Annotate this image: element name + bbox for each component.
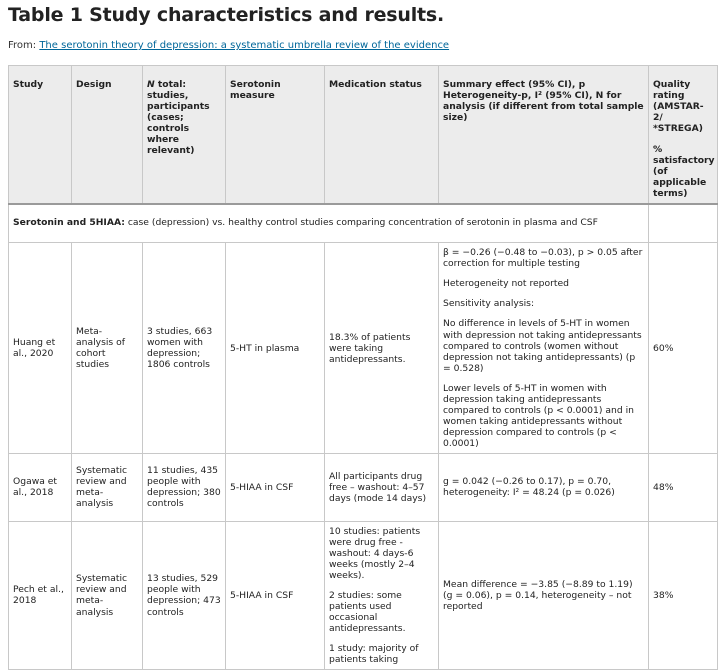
section-heading-bold: Serotonin and 5HIAA: bbox=[13, 217, 125, 229]
cell-summary-effect: Mean difference = −3.85 (−8.89 to 1.19) (g = 0.06), p = 0.14, heterogeneity – not reported bbox=[439, 521, 649, 669]
header-medication-status: Medication status bbox=[325, 66, 439, 205]
cell-serotonin-measure: 5-HIAA in CSF bbox=[226, 521, 325, 669]
cell-medication-status bbox=[325, 521, 439, 669]
section-empty-cell bbox=[649, 204, 718, 243]
summary-paragraph: β = −0.26 (−0.48 to −0.03), p > 0.05 after correction for multiple testing bbox=[443, 247, 643, 270]
cell-medication-status bbox=[325, 453, 439, 521]
summary-paragraph: No difference in levels of 5-HT in women with depression not taking antidepressants compared to controls (women without depression not taking antidepressants) (p = 0.528) bbox=[443, 318, 642, 374]
medication-paragraph: 2 studies: some patients used occasional antidepressants. bbox=[329, 589, 406, 635]
cell-study: Huang et al., 2020 bbox=[9, 243, 72, 453]
header-n-total-italic: N bbox=[147, 79, 155, 90]
header-study: Study bbox=[9, 66, 72, 205]
cell-summary-effect bbox=[439, 243, 649, 453]
header-serotonin-measure: Serotonin measure bbox=[226, 66, 325, 205]
medication-paragraph: 10 studies: patients were drug free - washout: 4 days-6 weeks (mostly 2–4 weeks). bbox=[329, 525, 421, 581]
cell-medication-status: 18.3% of patients were taking antidepressants. bbox=[325, 243, 439, 453]
study-table bbox=[8, 65, 718, 670]
cell-study: Ogawa et al., 2018 bbox=[9, 453, 72, 521]
from-prefix: From: bbox=[8, 40, 40, 51]
header-design: Design bbox=[72, 66, 143, 205]
header-n-total bbox=[143, 66, 226, 205]
summary-paragraph: Lower levels of 5-HT in women with depression taking antidepressants compared to controls (p < 0.0001) and in women taking antidepressants without depression compared to controls (p < 0.0001) bbox=[443, 382, 634, 449]
cell-study: Pech et al., 2018 bbox=[9, 521, 72, 669]
header-quality-rating bbox=[649, 66, 718, 205]
cell-quality: 60% bbox=[649, 243, 718, 453]
section-row bbox=[9, 204, 718, 243]
medication-paragraph: 1 study: majority of patients taking bbox=[329, 643, 419, 666]
table-row bbox=[9, 243, 718, 453]
cell-design: Systematic review and meta-analysis bbox=[72, 521, 143, 669]
cell-serotonin-measure: 5-HT in plasma bbox=[226, 243, 325, 453]
cell-design: Meta-analysis of cohort studies bbox=[72, 243, 143, 453]
source-article-link[interactable]: The serotonin theory of depression: a systematic umbrella review of the evidence bbox=[39, 40, 450, 51]
cell-n-total: 3 studies, 663 women with depression; 1806 controls bbox=[143, 243, 226, 453]
summary-paragraph: Heterogeneity not reported bbox=[443, 278, 569, 290]
table-row bbox=[9, 521, 718, 669]
cell-n-total: 13 studies, 529 people with depression; 473 controls bbox=[143, 521, 226, 669]
header-quality-line-2: % satisfactory (of applicable terms) bbox=[653, 144, 715, 200]
summary-paragraph: Sensitivity analysis: bbox=[443, 298, 535, 310]
header-row bbox=[9, 66, 718, 205]
cell-quality: 48% bbox=[649, 453, 718, 521]
cell-quality: 38% bbox=[649, 521, 718, 669]
table-row bbox=[9, 453, 718, 521]
section-heading-text: case (depression) vs. healthy control studies comparing concentration of serotonin in plasma and CSF bbox=[124, 217, 598, 229]
source-line bbox=[8, 40, 449, 51]
cell-serotonin-measure: 5-HIAA in CSF bbox=[226, 453, 325, 521]
cell-design: Systematic review and meta-analysis bbox=[72, 453, 143, 521]
header-quality-line-1: Quality rating (AMSTAR-2/ *STREGA) bbox=[653, 79, 704, 135]
section-heading bbox=[9, 204, 649, 243]
cell-summary-effect: g = 0.042 (−0.26 to 0.17), p = 0.70, heterogeneity: I² = 48.24 (p = 0.026) bbox=[439, 453, 649, 521]
header-summary-effect: Summary effect (95% CI), p Heterogeneity-p, I² (95% CI), N for analysis (if different from total sample size) bbox=[439, 66, 649, 205]
page-title: Table 1 Study characteristics and results. bbox=[8, 4, 445, 26]
header-n-total-text: total: studies, participants (cases; controls where relevant) bbox=[147, 79, 210, 157]
cell-n-total: 11 studies, 435 people with depression; 380 controls bbox=[143, 453, 226, 521]
medication-paragraph: All participants drug free – washout: 4–57 days (mode 14 days) bbox=[329, 470, 427, 504]
